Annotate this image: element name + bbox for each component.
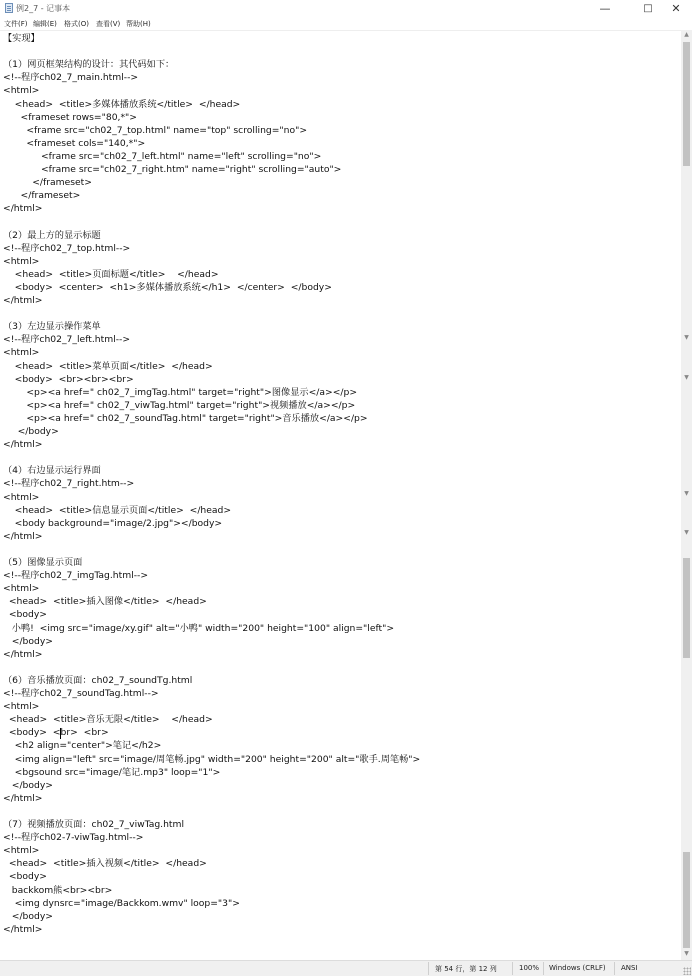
title-bar[interactable] xyxy=(0,0,692,17)
scrollbar-thumb[interactable] xyxy=(683,852,690,948)
text-line: 【实现】 xyxy=(3,33,40,44)
text-line: </frameset> xyxy=(3,190,81,202)
resize-grip-icon[interactable] xyxy=(683,967,691,975)
text-line: <head> <title>音乐无限</title> </head> xyxy=(3,714,213,726)
scroll-down-arrow-icon[interactable]: ▼ xyxy=(684,529,689,536)
menu-help[interactable]: 帮助(H) xyxy=(126,20,151,28)
menu-view[interactable]: 查看(V) xyxy=(96,20,121,28)
text-line: （7）视频播放页面：ch02_7_viwTag.html xyxy=(3,819,185,830)
text-line: </body> xyxy=(3,910,53,922)
text-line: <frame src="ch02_7_right.htm" name="right" scrolling="auto"> xyxy=(3,164,342,175)
text-line: </html> xyxy=(3,530,43,542)
text-line: <html> xyxy=(3,491,40,503)
text-line: <h2 align="center">笔记</h2> xyxy=(3,740,162,752)
maximize-button[interactable]: □ xyxy=(643,3,653,14)
text-line: <bgsound src="image/笔记.mp3" loop="1"> xyxy=(3,766,221,778)
text-line: <head> <title>信息显示页面</title> </head> xyxy=(3,504,232,516)
text-line: <body> xyxy=(3,609,47,621)
text-line: <!--程序ch02_7_main.html--> xyxy=(3,72,139,84)
text-editor-area[interactable] xyxy=(0,30,681,961)
text-line: <html> xyxy=(3,701,40,713)
encoding: ANSI xyxy=(621,964,638,972)
text-line: <frame src="ch02_7_left.html" name="left" scrolling="no"> xyxy=(3,150,322,162)
text-line: <p><a href=" ch02_7_viwTag.html" target="right">视频播放</a></p> xyxy=(3,399,356,411)
status-separator xyxy=(428,962,429,975)
text-line: <body> xyxy=(3,871,47,883)
text-line: <body> <center> <h1>多媒体播放系统</h1> </center> </body> xyxy=(3,281,332,293)
text-line: </html> xyxy=(3,439,43,451)
text-line: <p><a href=" ch02_7_soundTag.html" target="right">音乐播放</a></p> xyxy=(3,412,368,424)
text-line: <frame src="ch02_7_top.html" name="top" scrolling="no"> xyxy=(3,124,308,136)
vertical-scrollbar[interactable] xyxy=(681,30,692,960)
status-separator xyxy=(614,962,615,975)
scroll-down-arrow-icon[interactable]: ▼ xyxy=(684,950,689,957)
scrollbar-thumb[interactable] xyxy=(683,558,690,658)
text-line: （2）最上方的显示标题 xyxy=(3,229,101,241)
line-ending: Windows (CRLF) xyxy=(549,964,606,972)
text-line: </html> xyxy=(3,295,43,306)
text-line: <html> xyxy=(3,347,40,359)
text-line: （5）图像显示页面 xyxy=(3,557,83,568)
cursor-position: 第 54 行，第 12 列 xyxy=(435,965,497,973)
text-line: </body> xyxy=(3,779,53,791)
text-line: <head> <title>多媒体播放系统</title> </head> xyxy=(3,98,241,110)
status-separator xyxy=(512,962,513,975)
text-line: <!--程序ch02_7_left.html--> xyxy=(3,334,131,346)
text-line: <frameset rows="80,*"> xyxy=(3,111,137,123)
text-line: <html> xyxy=(3,85,40,97)
text-line: <head> <title>页面标题</title> </head> xyxy=(3,268,219,280)
text-line: （1）网页框架结构的设计：其代码如下： xyxy=(3,59,175,71)
text-line: <html> xyxy=(3,583,40,595)
notepad-icon xyxy=(5,3,13,13)
text-line: 小鸭! <img src="image/xy.gif" alt="小鸭" width="200" height="100" align="left"> xyxy=(3,622,395,634)
scroll-down-arrow-icon[interactable]: ▼ xyxy=(684,490,689,497)
text-line: <img align="left" src="image/周笔畅.jpg" width="200" height="200" alt="歌手.周笔畅"> xyxy=(3,753,421,765)
scroll-up-arrow-icon[interactable]: ▲ xyxy=(684,31,689,38)
menu-bar xyxy=(0,17,692,30)
scroll-down-arrow-icon[interactable]: ▼ xyxy=(684,334,689,341)
text-line: （3）左边显示操作菜单 xyxy=(3,321,101,333)
scrollbar-thumb[interactable] xyxy=(683,42,690,166)
text-line: <html> xyxy=(3,845,40,857)
menu-file[interactable]: 文件(F) xyxy=(4,20,28,28)
text-line: <!--程序ch02_7_right.htm--> xyxy=(3,478,135,490)
text-line: backkom熊<br><br> xyxy=(3,884,113,896)
text-line: </body> xyxy=(3,426,59,437)
text-line: <html> xyxy=(3,255,40,267)
status-bar xyxy=(0,960,692,976)
text-line: <body> <br> <br> xyxy=(3,727,109,739)
text-line: <head> <title>插入图像</title> </head> xyxy=(3,596,207,608)
text-line: <body background="image/2.jpg"></body> xyxy=(3,517,223,529)
menu-format[interactable]: 格式(O) xyxy=(64,20,89,28)
text-line: </html> xyxy=(3,648,43,660)
text-line: <p><a href=" ch02_7_imgTag.html" target="right">图像显示</a></p> xyxy=(3,386,358,398)
zoom-level: 100% xyxy=(519,964,540,972)
status-separator xyxy=(543,962,544,975)
text-line: （6）音乐播放页面：ch02_7_soundTg.html xyxy=(3,674,193,686)
scroll-down-arrow-icon[interactable]: ▼ xyxy=(684,374,689,381)
text-line: <head> <title>菜单页面</title> </head> xyxy=(3,360,213,372)
text-line: <!--程序ch02-7-viwTag.html--> xyxy=(3,832,144,844)
text-line: <!--程序ch02_7_imgTag.html--> xyxy=(3,570,149,582)
text-line: </html> xyxy=(3,203,43,215)
text-line: <body> <br><br><br> xyxy=(3,373,134,385)
text-line: </html> xyxy=(3,923,43,935)
text-line: <!--程序ch02_7_soundTag.html--> xyxy=(3,688,159,699)
menu-edit[interactable]: 编辑(E) xyxy=(33,20,57,28)
text-line: <head> <title>插入视频</title> </head> xyxy=(3,858,207,870)
text-line: <!--程序ch02_7_top.html--> xyxy=(3,242,131,254)
text-line: </body> xyxy=(3,635,53,647)
minimize-button[interactable]: — xyxy=(599,2,611,15)
text-line: <frameset cols="140,*"> xyxy=(3,137,146,149)
text-line: （4）右边显示运行界面 xyxy=(3,465,101,477)
text-line: <img dynsrc="image/Backkom.wmv" loop="3"> xyxy=(3,897,240,909)
text-line: </html> xyxy=(3,792,43,804)
window-title: 例2_7 - 记事本 xyxy=(16,4,71,13)
close-button[interactable]: ✕ xyxy=(671,2,681,15)
text-line: </frameset> xyxy=(3,177,92,189)
